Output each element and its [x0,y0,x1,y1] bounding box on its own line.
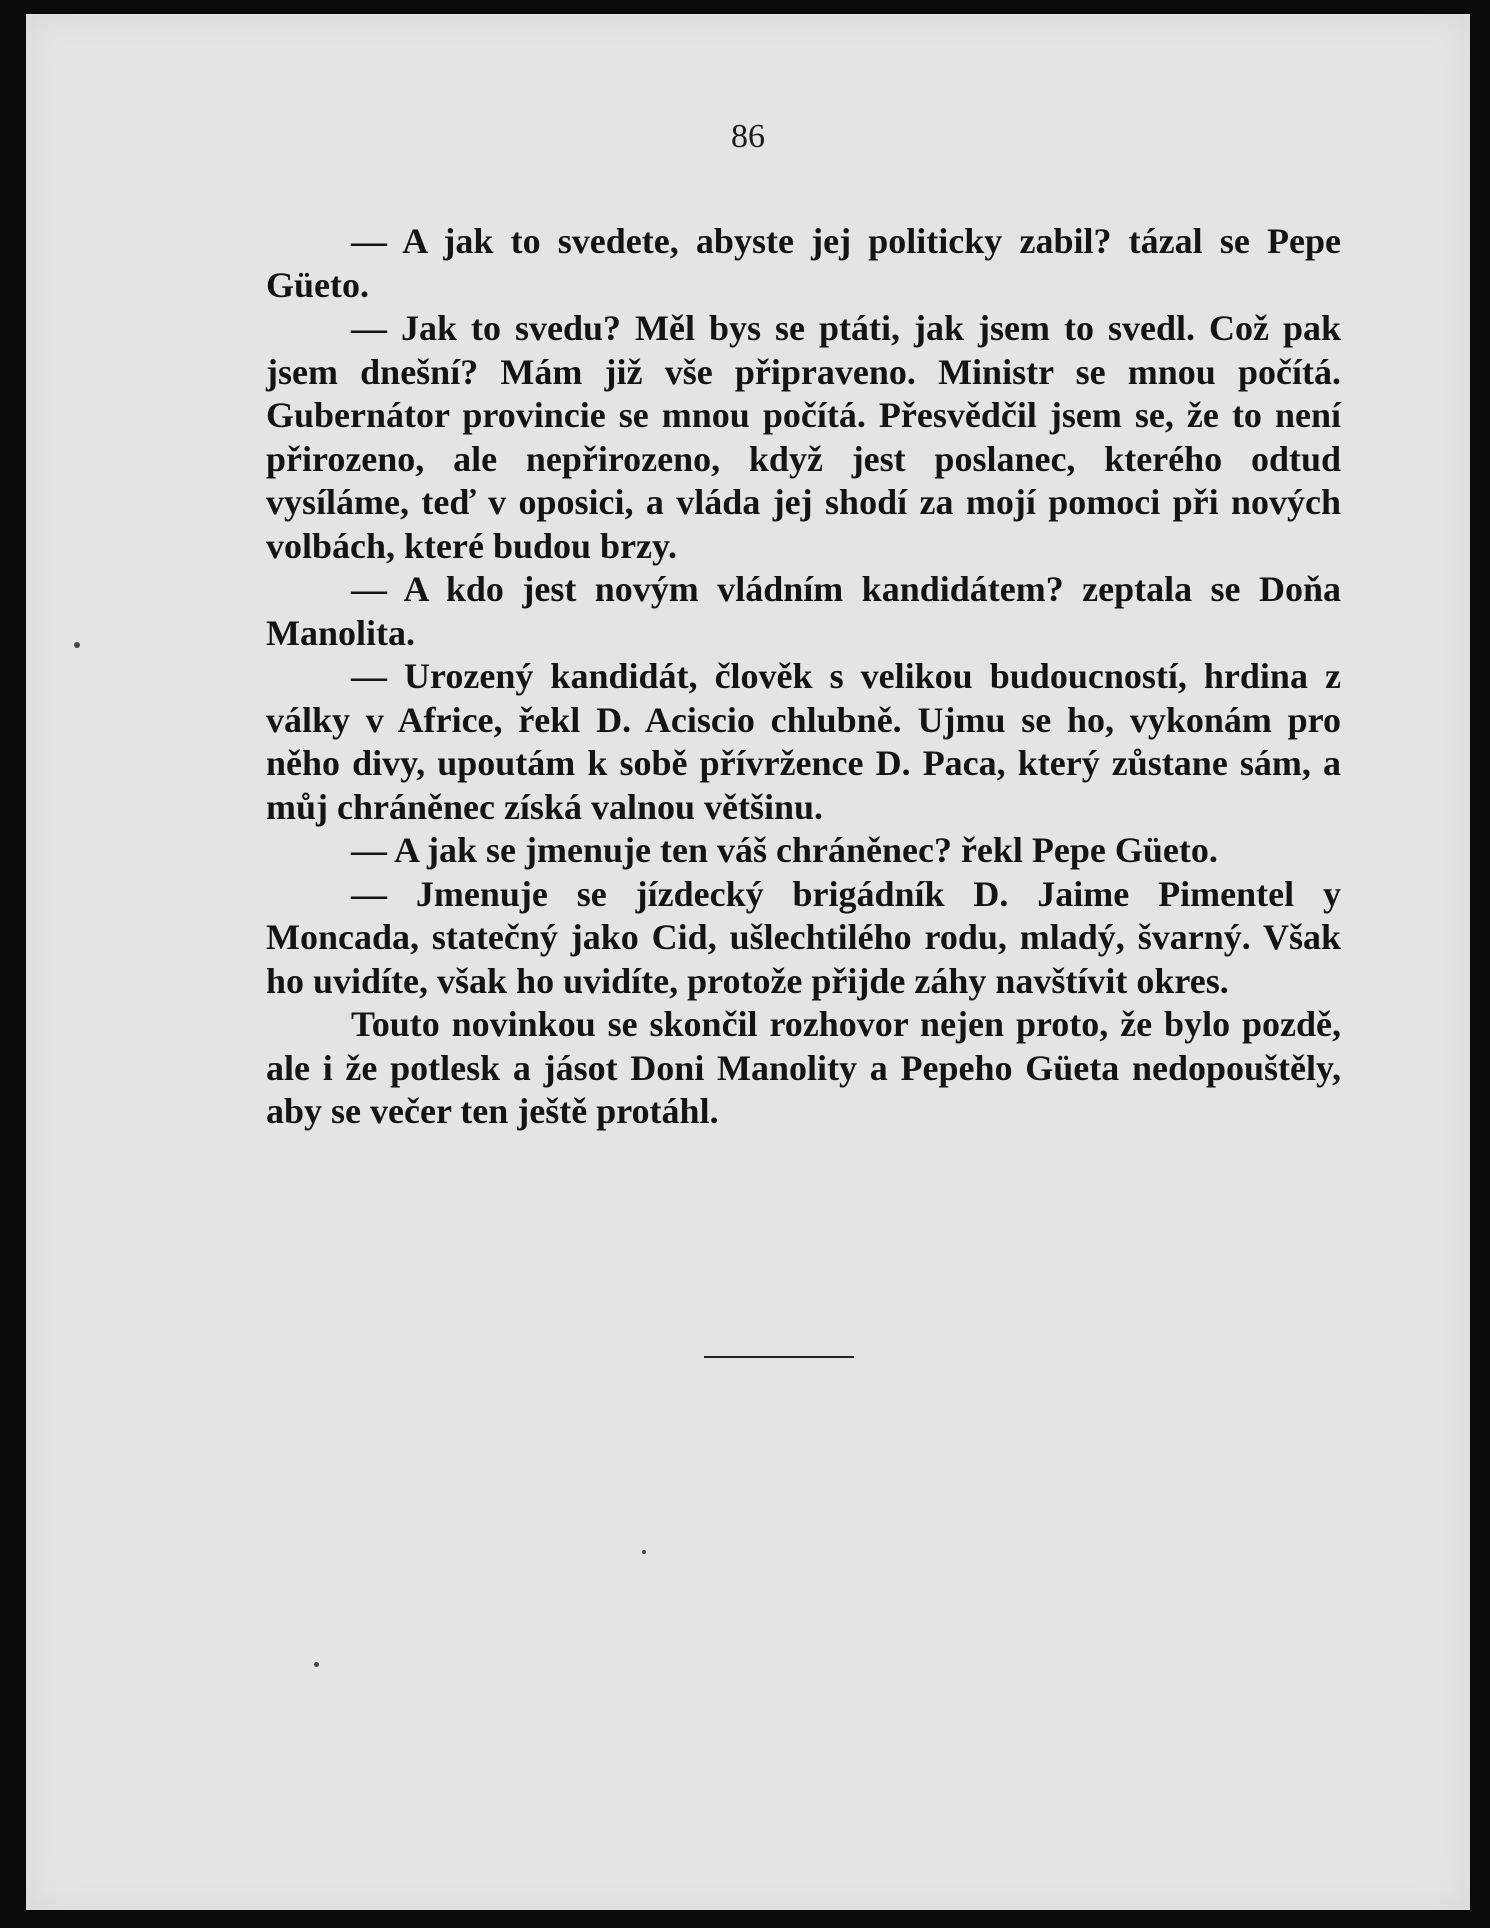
end-rule [704,1356,854,1358]
scan-speck [642,1550,646,1554]
paragraph: — A kdo jest novým vládním kandidátem? zeptala se Doňa Manolita. [266,569,1341,653]
paragraph: — Urozený kandidát, člověk s velikou budoucností, hrdina z války v Africe, řekl D. Aciscio chlubně. Ujmu se ho, vykonám pro něho divy, upoutám k sobě přívržence D. Paca, který zůstane sám, a můj chráněnec získá valnou většinu. [266,656,1341,827]
book-page [26,14,1470,1910]
paragraph: — A jak se jmenuje ten váš chráněnec? řekl Pepe Güeto. [351,830,1218,870]
paragraph: — A jak to svedete, abyste jej politicky zabil? tázal se Pepe Güeto. [266,221,1341,305]
scan-speck [74,642,80,648]
page-number: 86 [731,118,765,155]
paragraph: — Jak to svedu? Měl bys se ptáti, jak jsem to svedl. Což pak jsem dnešní? Mám již vše připraveno. Ministr se mnou počítá. Gubernátor provincie se mnou počítá. Přesvědčil jsem se, že to není přirozeno, ale nepřirozeno, když jest poslanec, kterého odtud vysíláme, teď v oposici, a vláda jej shodí za mojí pomoci při nových volbách, které budou brzy. [266,308,1341,566]
paragraph: Touto novinkou se skončil rozhovor nejen proto, že bylo pozdě, ale i že potlesk a jásot Doni Manolity a Pepeho Güeta nedopouštěly, aby se večer ten ještě protáhl. [266,1004,1341,1131]
scan-speck [314,1662,319,1667]
paragraph: — Jmenuje se jízdecký brigádník D. Jaime Pimentel y Moncada, statečný jako Cid, ušlechtilého rodu, mladý, švarný. Však ho uvidíte, však ho uvidíte, protože přijde záhy navštívit okres. [266,873,1341,1001]
body-text [266,220,1341,1134]
